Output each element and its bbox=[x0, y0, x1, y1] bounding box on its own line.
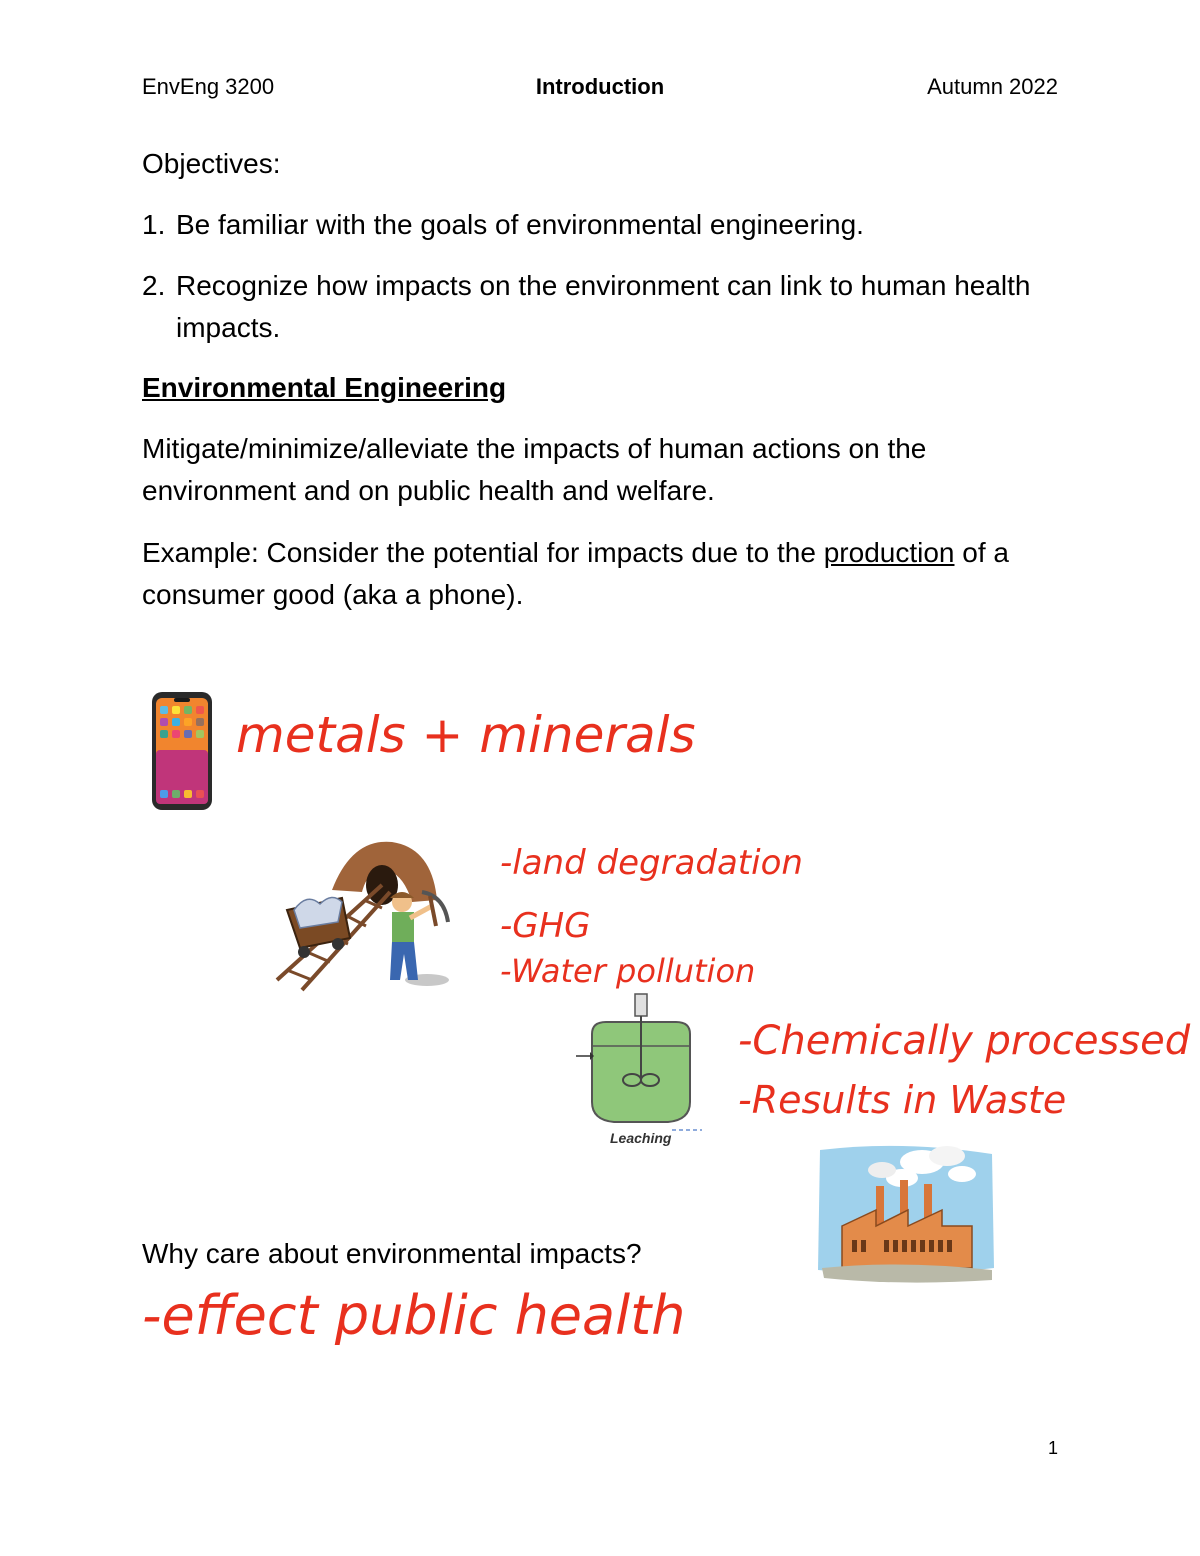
leaching-label: Leaching bbox=[610, 1130, 672, 1146]
handwritten-public-health: -effect public health bbox=[142, 1284, 686, 1347]
objective-number: 1. bbox=[142, 209, 166, 240]
handwritten-chemically-processed: -Chemically processed bbox=[738, 1018, 1191, 1064]
handwritten-ghg: -GHG bbox=[500, 906, 591, 946]
example-paragraph bbox=[142, 532, 1062, 616]
page-number: 1 bbox=[1047, 1438, 1058, 1458]
objective-item-2 bbox=[142, 265, 1062, 349]
page-title: Introduction bbox=[535, 74, 665, 99]
handwritten-water-pollution: -Water pollution bbox=[500, 952, 756, 990]
objective-text: Be familiar with the goals of environmental engineering. bbox=[176, 209, 864, 240]
objectives-heading: Objectives: bbox=[142, 148, 281, 179]
objective-item-1 bbox=[142, 204, 1062, 246]
example-emphasis: production bbox=[823, 537, 955, 568]
objective-text: Recognize how impacts on the environment can link to human health impacts. bbox=[176, 270, 1031, 343]
course-code: EnvEng 3200 bbox=[142, 74, 275, 99]
term-label: Autumn 2022 bbox=[927, 74, 1058, 99]
example-suffix: of a consumer good (aka a phone). bbox=[142, 537, 1009, 610]
handwritten-metals-minerals: metals + minerals bbox=[236, 706, 696, 764]
reactor-icon bbox=[572, 992, 704, 1148]
section-title: Environmental Engineering bbox=[142, 372, 507, 403]
handwritten-results-waste: -Results in Waste bbox=[738, 1078, 1067, 1122]
example-prefix: Example: Consider the potential for impacts due to the bbox=[142, 537, 824, 568]
phone-icon bbox=[150, 690, 214, 812]
definition-paragraph: Mitigate/minimize/alleviate the impacts of human actions on the environment and on public health and welfare. bbox=[142, 433, 927, 506]
factory-icon bbox=[812, 1140, 998, 1286]
question-text: Why care about environmental impacts? bbox=[142, 1238, 642, 1269]
mining-icon bbox=[272, 830, 452, 995]
handwritten-land-degradation: -land degradation bbox=[500, 843, 803, 883]
objective-number: 2. bbox=[142, 270, 166, 301]
